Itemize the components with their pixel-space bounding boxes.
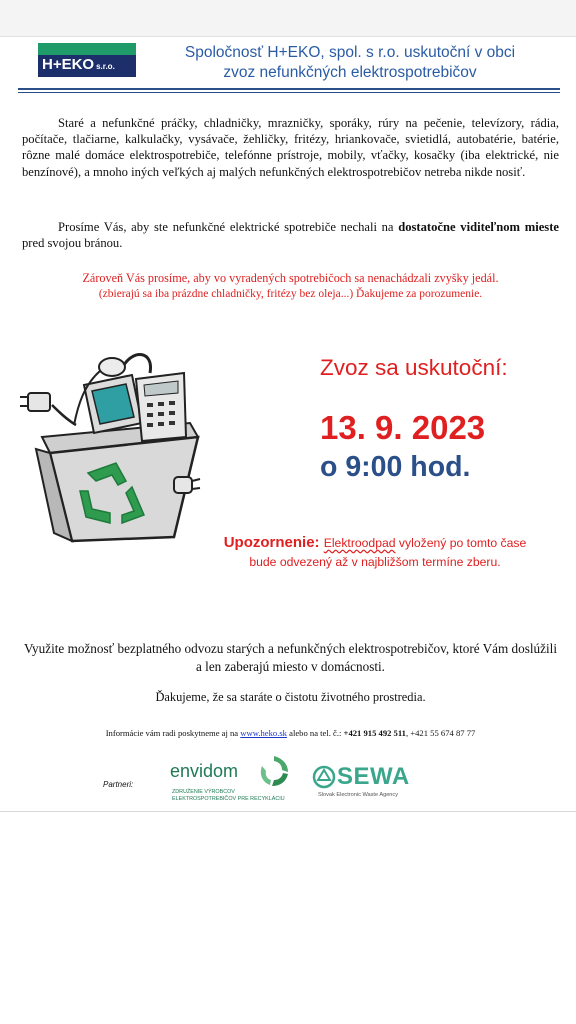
request-bold: dostatočne viditeľnom mieste xyxy=(398,220,559,234)
logo-top-bar xyxy=(38,43,136,55)
info-prefix: Informácie vám radi poskytneme aj na xyxy=(105,728,241,738)
envidom-sub1: ZDRUŽENIE VÝROBCOV xyxy=(172,789,235,795)
warning-colon: : xyxy=(314,534,324,551)
website-link[interactable]: www.heko.sk xyxy=(240,728,287,738)
phone-secondary: , +421 55 674 87 77 xyxy=(405,728,476,738)
intro-paragraph xyxy=(22,115,559,180)
header-line2: zvoz nefunkčných elektrospotrebičov xyxy=(223,64,477,81)
recycling-bin-illustration xyxy=(14,345,214,545)
warning-rest: vyložený po tomto čase xyxy=(395,536,527,550)
envidom-recycle-icon xyxy=(256,754,292,788)
food-note xyxy=(22,270,559,302)
header-rule xyxy=(18,88,560,90)
logo-text xyxy=(42,56,115,73)
event-heading: Zvoz sa uskutoční: xyxy=(320,355,508,380)
warning-block xyxy=(200,533,550,572)
sewa-logo-icon xyxy=(312,764,336,790)
note-line1: Zároveň Vás prosíme, aby vo vyradených spotrebičoch sa nenachádzali zvyšky jedál. xyxy=(82,271,499,285)
sewa-name: SEWA xyxy=(337,763,410,790)
warning-line2: bude odvezený až v najbližšom termíne zberu. xyxy=(249,555,501,569)
partners-label: Partneri: xyxy=(103,780,134,789)
warning-word: Elektroodpad xyxy=(323,536,396,550)
sewa-subtitle: Slovak Electronic Waste Agency xyxy=(318,792,399,798)
warning-line1 xyxy=(200,533,550,553)
top-strip xyxy=(0,0,576,37)
logo-suffix: s.r.o. xyxy=(96,62,115,71)
contact-info xyxy=(22,728,559,738)
warning-label: Upozornenie xyxy=(223,534,315,551)
header-line1: Spoločnosť H+EKO, spol. s r.o. uskutoční v obci xyxy=(184,44,516,61)
info-middle: alebo na tel. č.: xyxy=(286,728,344,738)
request-before: Prosíme Vás, aby ste nefunkčné elektrické spotrebiče nechali na xyxy=(58,220,399,234)
thanks-line: Ďakujeme, že sa staráte o čistotu životného prostredia. xyxy=(155,690,426,704)
closing-paragraph: Využite možnosť bezplatného odvozu starých a nefunkčných elektrospotrebičov, ktoré Vám doslúžili a len zaberajú miesto v domácnosti. xyxy=(24,641,557,674)
request-paragraph xyxy=(22,219,559,251)
request-after: pred svojou bránou. xyxy=(22,236,123,251)
header-title xyxy=(150,43,550,83)
event-date: 13. 9. 2023 xyxy=(320,409,486,446)
note-line2: (zbierajú sa iba prázdne chladničky, fritézy bez oleja...) Ďakujeme za porozumenie. xyxy=(98,288,483,300)
logo-main: H+EKO xyxy=(42,56,95,73)
envidom-name: envidom xyxy=(170,761,239,781)
phone-primary: +421 915 492 511 xyxy=(343,728,406,738)
sewa-logo xyxy=(312,762,432,804)
event-time: o 9:00 hod. xyxy=(320,451,471,483)
intro-text: Staré a nefunkčné práčky, chladničky, mrazničky, sporáky, rúry na pečenie, televízory, rádia, počítače, tlačiarne, kalkulačky, vysávače, žehličky, fritézy, hriankovače, svietidlá, autobatérie, batérie, rôzne malé domáce elektrospotrebiče, telefónne prístroje, mobily, vťačky, kosačky (iba elektrické, nie benzínové), a mnoho iných veľkých aj malých nefunkčných elektrospotrebičov netreba nikde nosiť. xyxy=(22,116,559,179)
heko-logo xyxy=(38,43,136,77)
header-rule-thin xyxy=(18,92,560,93)
envidom-subtitle xyxy=(172,789,285,803)
envidom-sub2: ELEKTROSPOTREBIČOV PRE RECYKLÁCIU xyxy=(172,796,285,802)
envidom-logo xyxy=(170,754,300,810)
sheet-edge xyxy=(0,811,576,812)
